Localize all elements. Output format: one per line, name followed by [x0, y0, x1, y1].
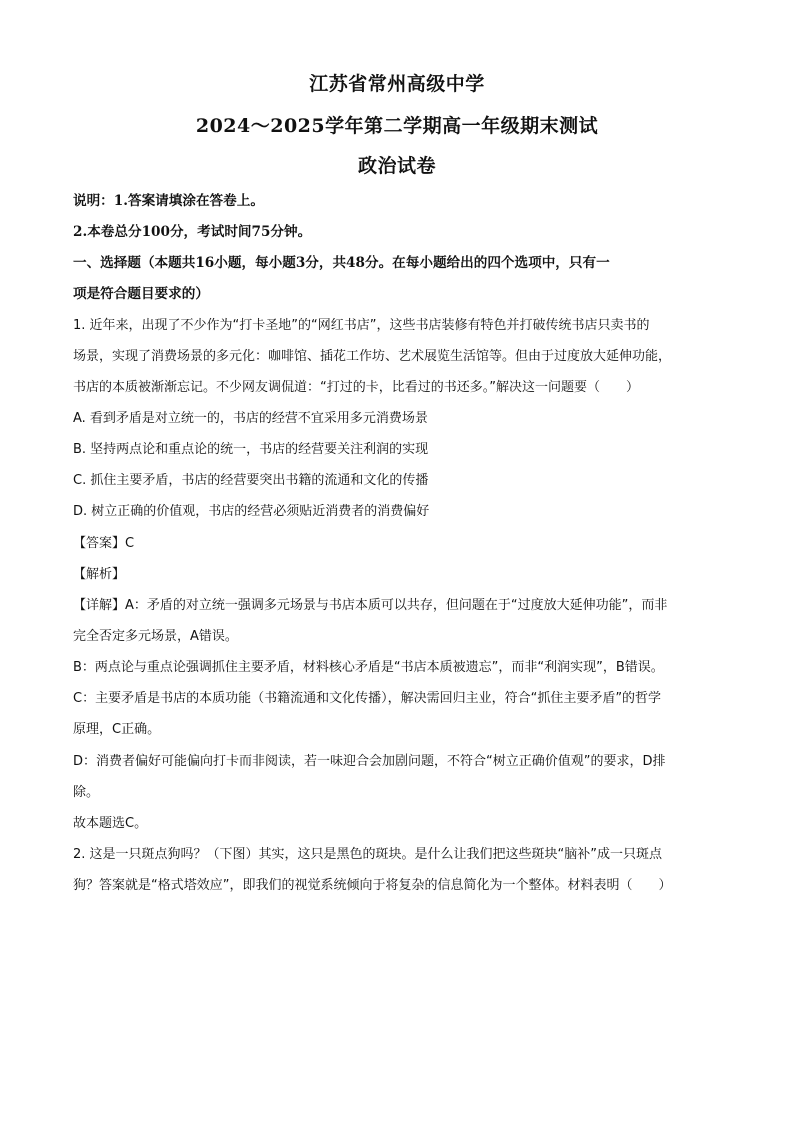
q1-analysis-line: C：主要矛盾是书店的本质功能（书籍流通和文化传播），解决需回归主业，符合“抓住主要矛盾”的哲学 — [73, 691, 662, 706]
q1-option-d: D. 树立正确的价值观，书店的经营必须贴近消费者的消费偏好 — [73, 504, 430, 519]
q1-analysis-line: 原理，C正确。 — [73, 722, 161, 737]
q2-stem-line: 2. 这是一只斑点狗吗？（下图）其实，这只是黑色的斑块。是什么让我们把这些斑块“脑补”成一只斑点 — [73, 847, 663, 862]
q1-option-c: C. 抓住主要矛盾，书店的经营要突出书籍的流通和文化的传播 — [73, 473, 429, 488]
school-title: 江苏省常州高级中学 — [309, 73, 485, 95]
q1-analysis-line: B：两点论与重点论强调抓住主要矛盾，材料核心矛盾是“书店本质被遗忘”，而非“利润实现”，B错误。 — [73, 660, 664, 675]
q2-stem-line: 狗？答案就是“格式塔效应”，即我们的视觉系统倾向于将复杂的信息简化为一个整体。材料表明（ ） — [73, 878, 672, 893]
q1-stem-line: 书店的本质被渐渐忘记。不少网友调侃道：“打过的卡，比看过的书还多。”解决这一问题要（ ） — [73, 380, 639, 395]
instruction-line-2: 2.本卷总分100分，考试时间75分钟。 — [73, 224, 312, 240]
q1-analysis-line: 完全否定多元场景，A错误。 — [73, 629, 238, 644]
q1-analysis-line: D：消费者偏好可能偏向打卡而非阅读，若一味迎合会加剧问题，不符合“树立正确价值观”的要求，D排 — [73, 754, 666, 769]
q1-option-b: B. 坚持两点论和重点论的统一，书店的经营要关注利润的实现 — [73, 442, 429, 457]
q1-analysis-label: 【解析】 — [73, 567, 126, 582]
exam-title: 2024～2025学年第二学期高一年级期末测试 — [195, 115, 599, 137]
q1-conclusion: 故本题选C。 — [73, 816, 148, 831]
q1-option-a: A. 看到矛盾是对立统一的，书店的经营不宜采用多元消费场景 — [73, 411, 428, 426]
q1-stem-line: 1. 近年来，出现了不少作为“打卡圣地”的“网红书店”，这些书店装修有特色并打破传统书店只卖书的 — [73, 318, 650, 333]
q1-analysis-line: 【详解】A：矛盾的对立统一强调多元场景与书店本质可以共存，但问题在于“过度放大延伸功能”，而非 — [73, 598, 668, 613]
q1-stem-line: 场景，实现了消费场景的多元化：咖啡馆、插花工作坊、艺术展览生活馆等。但由于过度放大延伸功能， — [73, 349, 672, 364]
q1-analysis-line: 除。 — [73, 785, 100, 800]
section-heading: 一、选择题（本题共16小题，每小题3分，共48分。在每小题给出的四个选项中，只有一 — [73, 255, 610, 271]
section-heading-cont: 项是符合题目要求的） — [73, 286, 209, 302]
instruction-line-1: 说明：1.答案请填涂在答卷上。 — [73, 193, 264, 209]
subject-title: 政治试卷 — [357, 155, 436, 177]
q1-answer: 【答案】C — [73, 536, 135, 551]
